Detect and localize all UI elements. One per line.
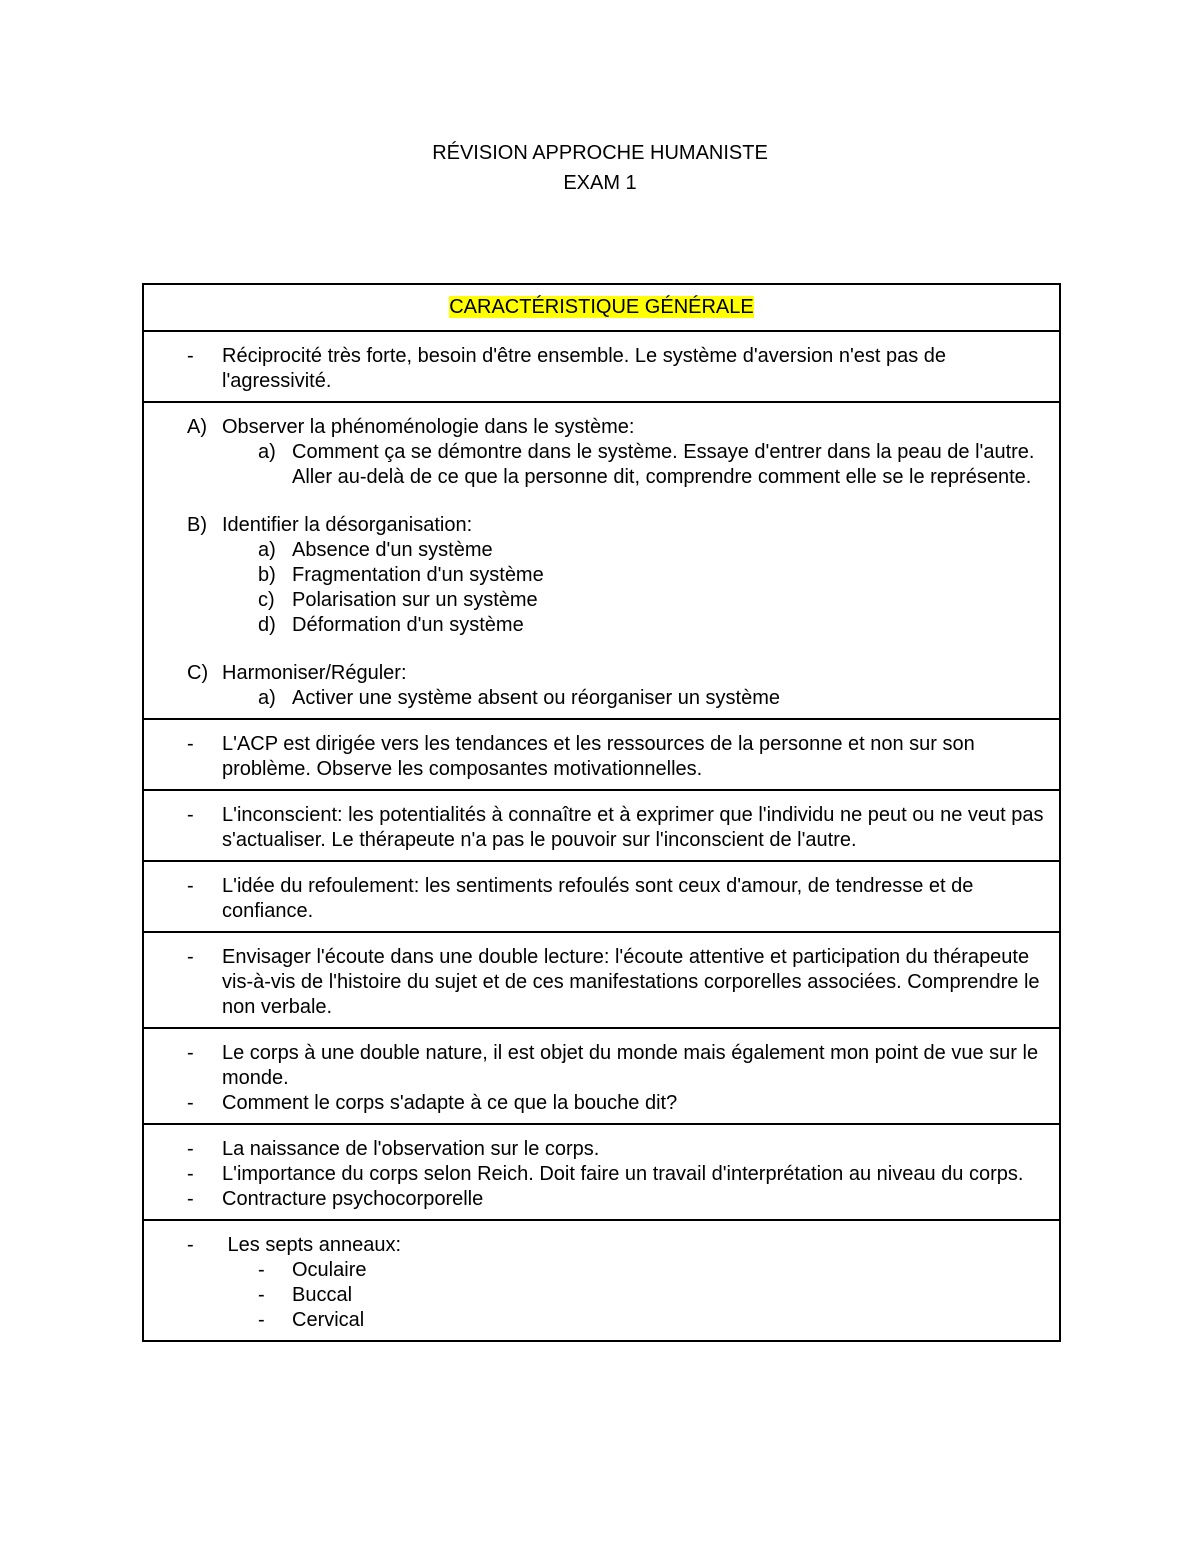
document-title: RÉVISION APPROCHE HUMANISTE — [432, 142, 768, 164]
item-text: Activer une système absent ou réorganiser un système — [292, 687, 781, 709]
table-row — [143, 861, 1060, 932]
document-subtitle: EXAM 1 — [563, 172, 637, 194]
table-row — [143, 1124, 1060, 1220]
table-row — [143, 402, 1060, 719]
list-item — [144, 874, 1047, 924]
item-text: L'inconscient: les potentialités à connaître et à exprimer que l'individu ne peut ou ne veut pas s'actualiser. Le thérapeute n'a pas le pouvoir sur l'inconscient de l'autre. — [222, 804, 1044, 851]
list-marker: d) — [258, 614, 276, 636]
table-row — [143, 932, 1060, 1028]
item-text: Déformation d'un système — [292, 614, 524, 636]
bullet: - — [187, 1234, 194, 1256]
list-item — [144, 415, 1047, 440]
list-marker: a) — [258, 441, 276, 463]
bullet: - — [187, 875, 194, 897]
bullet: - — [258, 1284, 265, 1306]
sub-list-item — [144, 588, 1047, 613]
item-text: L'ACP est dirigée vers les tendances et les ressources de la personne et non sur son problème. Observe les composantes motivationnelles. — [222, 733, 975, 780]
sub-list-item — [144, 613, 1047, 638]
bullet: - — [187, 1188, 194, 1210]
list-item — [144, 945, 1047, 1020]
list-item — [144, 513, 1047, 538]
bullet: - — [258, 1259, 265, 1281]
list-item — [144, 803, 1047, 853]
list-item — [144, 1187, 1047, 1212]
sub-list-item — [144, 1308, 1047, 1333]
item-text: Buccal — [292, 1284, 353, 1306]
list-item — [144, 1233, 1047, 1258]
bullet: - — [187, 1163, 194, 1185]
table-row — [143, 1220, 1060, 1341]
item-text: Le corps à une double nature, il est objet du monde mais également mon point de vue sur le monde. — [222, 1042, 1039, 1089]
bullet: - — [187, 946, 194, 968]
bullet: - — [187, 1092, 194, 1114]
list-marker: B) — [187, 514, 207, 536]
sub-list-item — [144, 563, 1047, 588]
bullet: - — [187, 804, 194, 826]
table-header: CARACTÉRISTIQUE GÉNÉRALE — [449, 296, 754, 318]
list-marker: a) — [258, 687, 276, 709]
list-marker: b) — [258, 564, 276, 586]
item-text: Harmoniser/Réguler: — [222, 662, 407, 684]
item-text: Absence d'un système — [292, 539, 493, 561]
item-text: La naissance de l'observation sur le corps. — [222, 1138, 600, 1160]
sub-list-item — [144, 686, 1047, 711]
list-marker: a) — [258, 539, 276, 561]
bullet: - — [187, 1042, 194, 1064]
list-item — [144, 661, 1047, 686]
list-item — [144, 732, 1047, 782]
item-text: Fragmentation d'un système — [292, 564, 544, 586]
list-marker: C) — [187, 662, 209, 684]
sub-list-item — [144, 538, 1047, 563]
item-text: Observer la phénoménologie dans le système: — [222, 416, 635, 438]
revision-table — [142, 283, 1061, 1342]
table-row — [143, 331, 1060, 402]
bullet: - — [258, 1309, 265, 1331]
item-text: Envisager l'écoute dans une double lecture: l'écoute attentive et participation du thérapeute vis-à-vis de l'histoire du sujet et de ces manifestations corporelles associées. Comprendre le non verbale. — [222, 946, 1040, 1018]
bullet: - — [187, 1138, 194, 1160]
item-text: L'importance du corps selon Reich. Doit faire un travail d'interprétation au niveau du corps. — [222, 1163, 1024, 1185]
item-text: Comment le corps s'adapte à ce que la bouche dit? — [222, 1092, 678, 1114]
sub-list-item — [144, 440, 1047, 490]
item-text: Réciprocité très forte, besoin d'être ensemble. Le système d'aversion n'est pas de l'agressivité. — [222, 345, 947, 392]
item-text: Polarisation sur un système — [292, 589, 538, 611]
table-row — [143, 719, 1060, 790]
table-row — [143, 790, 1060, 861]
item-text: Les septs anneaux: — [222, 1234, 402, 1256]
list-item — [144, 1091, 1047, 1116]
list-item — [144, 1137, 1047, 1162]
table-row — [143, 1028, 1060, 1124]
sub-list-item — [144, 1283, 1047, 1308]
item-text: L'idée du refoulement: les sentiments refoulés sont ceux d'amour, de tendresse et de confiance. — [222, 875, 974, 922]
table-header-cell — [143, 284, 1060, 331]
bullet: - — [187, 733, 194, 755]
list-item — [144, 1162, 1047, 1187]
item-text: Identifier la désorganisation: — [222, 514, 473, 536]
list-marker: A) — [187, 416, 207, 438]
item-text: Cervical — [292, 1309, 365, 1331]
item-text: Contracture psychocorporelle — [222, 1188, 484, 1210]
list-item — [144, 1041, 1047, 1091]
list-item — [144, 344, 1047, 394]
sub-list-item — [144, 1258, 1047, 1283]
item-text: Oculaire — [292, 1259, 367, 1281]
list-marker: c) — [258, 589, 275, 611]
bullet: - — [187, 345, 194, 367]
item-text: Comment ça se démontre dans le système. Essaye d'entrer dans la peau de l'autre. Aller au-delà de ce que la personne dit, comprendre comment elle se le représente. — [292, 441, 1035, 488]
